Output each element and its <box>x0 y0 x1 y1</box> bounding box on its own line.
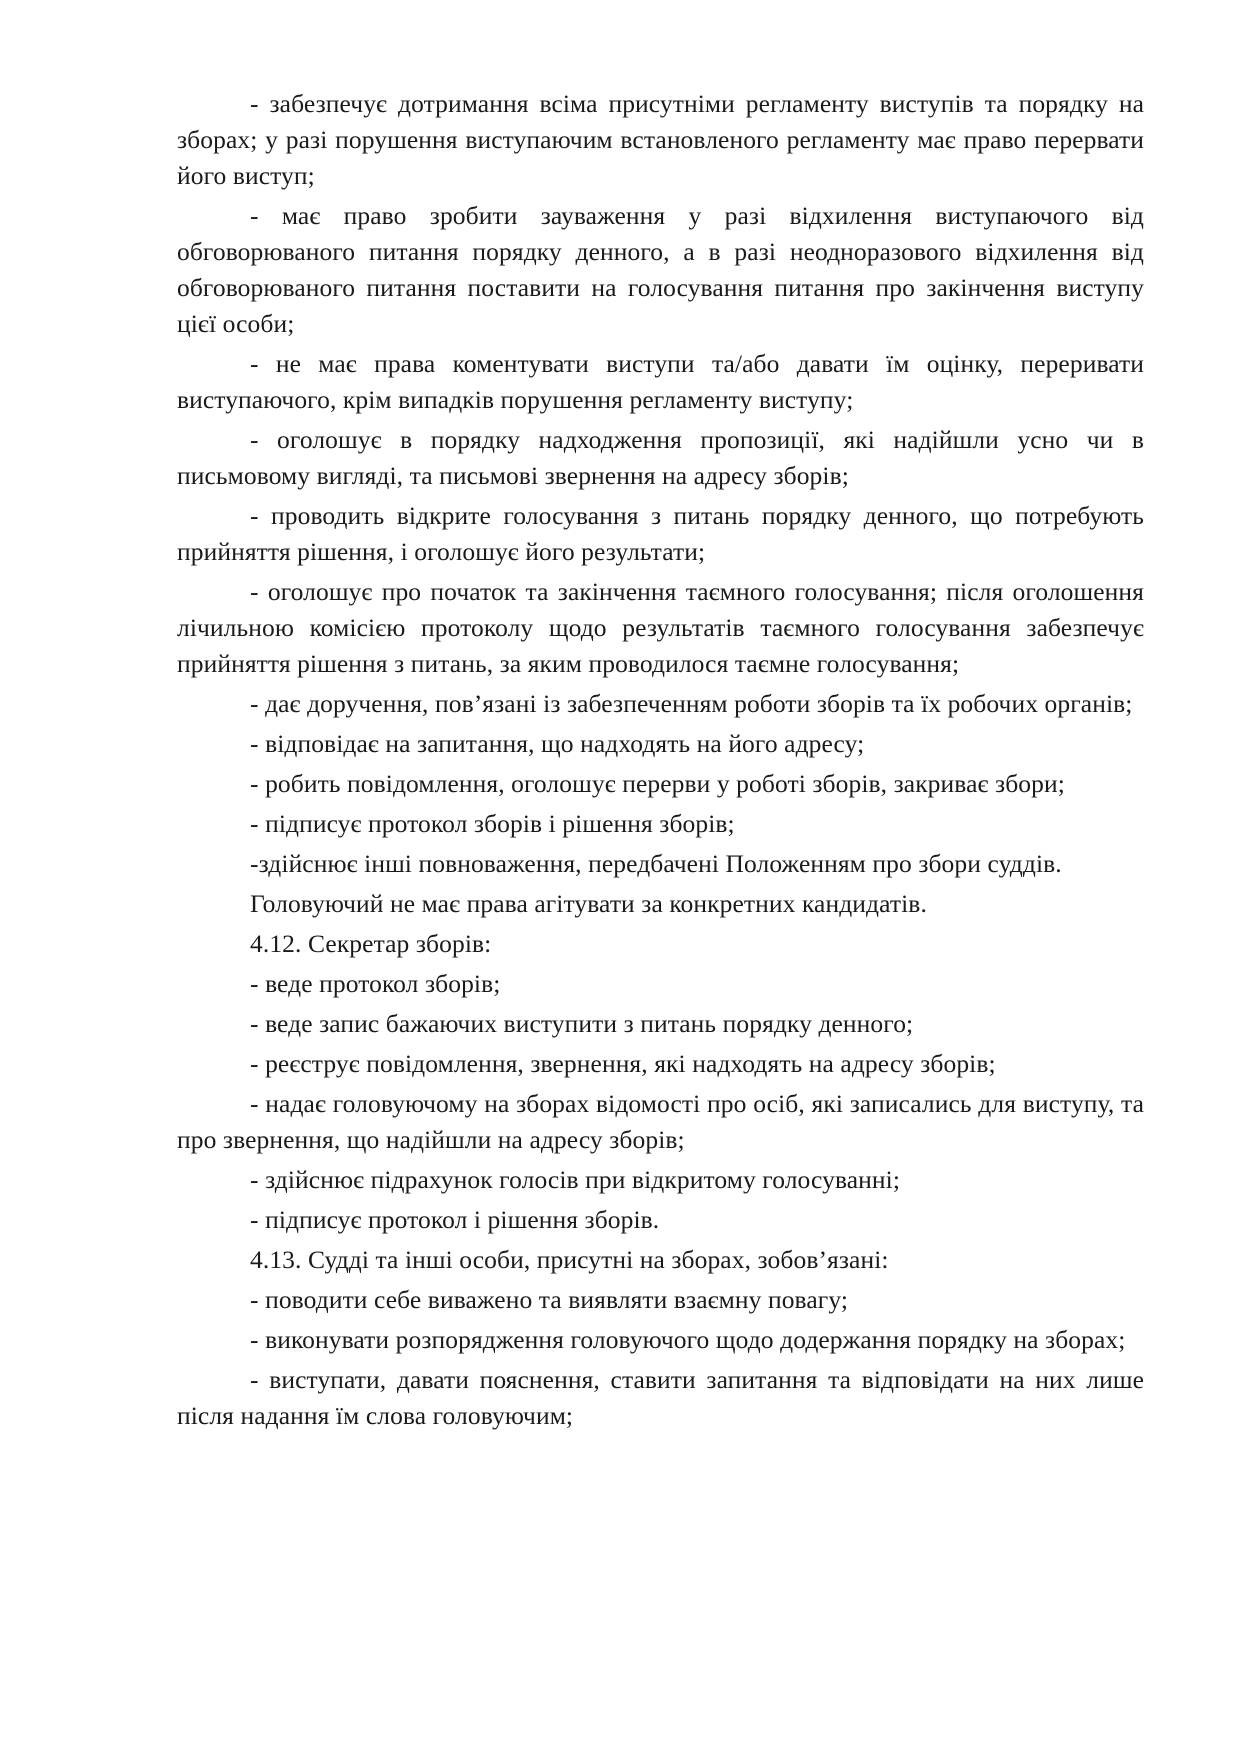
document-body <box>177 86 1144 1438</box>
paragraph-15: - веде запис бажаючих виступити з питань порядку денного; <box>250 1009 914 1038</box>
paragraph-14: - веде протокол зборів; <box>250 969 501 998</box>
paragraph-16: - реєструє повідомлення, звернення, які надходять на адресу зборів; <box>250 1049 996 1078</box>
section-heading-4-12: 4.12. Секретар зборів: <box>250 929 492 958</box>
paragraph-21: - поводити себе виважено та виявляти взаємну повагу; <box>250 1285 849 1314</box>
section-heading-4-13: 4.13. Судді та інші особи, присутні на зборах, зобов’язані: <box>250 1245 889 1274</box>
paragraph-8: - відповідає на запитання, що надходять на його адресу; <box>250 729 865 758</box>
paragraph-22: - виконувати розпорядження головуючого щодо додержання порядку на зборах; <box>250 1325 1126 1354</box>
paragraph-2: - має право зробити зауваження у разі відхилення виступаючого від обговорюваного питання порядку денного, а в разі неодноразового відхилення від обговорюваного питання поставити на голосування питання про закінчення виступу цієї особи; <box>177 201 1144 338</box>
paragraph-6: - оголошує про початок та закінчення таємного голосування; після оголошення лічильною комісією протоколу щодо результатів таємного голосування забезпечує прийняття рішення з питань, за яким проводилося таємне голосування; <box>177 577 1144 678</box>
paragraph-7: - дає доручення, пов’язані із забезпеченням роботи зборів та їх робочих органів; <box>250 689 1133 718</box>
paragraph-4: - оголошує в порядку надходження пропозиції, які надійшли усно чи в письмовому вигляді, та письмові звернення на адресу зборів; <box>177 425 1144 490</box>
paragraph-5: - проводить відкрите голосування з питань порядку денного, що потребують прийняття рішення, і оголошує його результати; <box>177 501 1144 566</box>
paragraph-3: - не має права коментувати виступи та/або давати їм оцінку, переривати виступаючого, крім випадків порушення регламенту виступу; <box>177 349 1144 414</box>
paragraph-12: Головуючий не має права агітувати за конкретних кандидатів. <box>250 889 927 918</box>
paragraph-10: - підписує протокол зборів і рішення зборів; <box>250 809 735 838</box>
paragraph-23: - виступати, давати пояснення, ставити запитання та відповідати на них лише після надання їм слова головуючим; <box>177 1365 1144 1430</box>
paragraph-1: - забезпечує дотримання всіма присутніми регламенту виступів та порядку на зборах; у разі порушення виступаючим встановленого регламенту має право перервати його виступ; <box>177 89 1144 190</box>
paragraph-18: - здійснює підрахунок голосів при відкритому голосуванні; <box>250 1165 901 1194</box>
paragraph-19: - підписує протокол і рішення зборів. <box>250 1205 660 1234</box>
paragraph-9: - робить повідомлення, оголошує перерви у роботі зборів, закриває збори; <box>250 769 1065 798</box>
paragraph-11: -здійснює інші повноваження, передбачені Положенням про збори суддів. <box>250 849 1062 878</box>
paragraph-17: - надає головуючому на зборах відомості про осіб, які записались для виступу, та про звернення, що надійшли на адресу зборів; <box>177 1089 1144 1154</box>
